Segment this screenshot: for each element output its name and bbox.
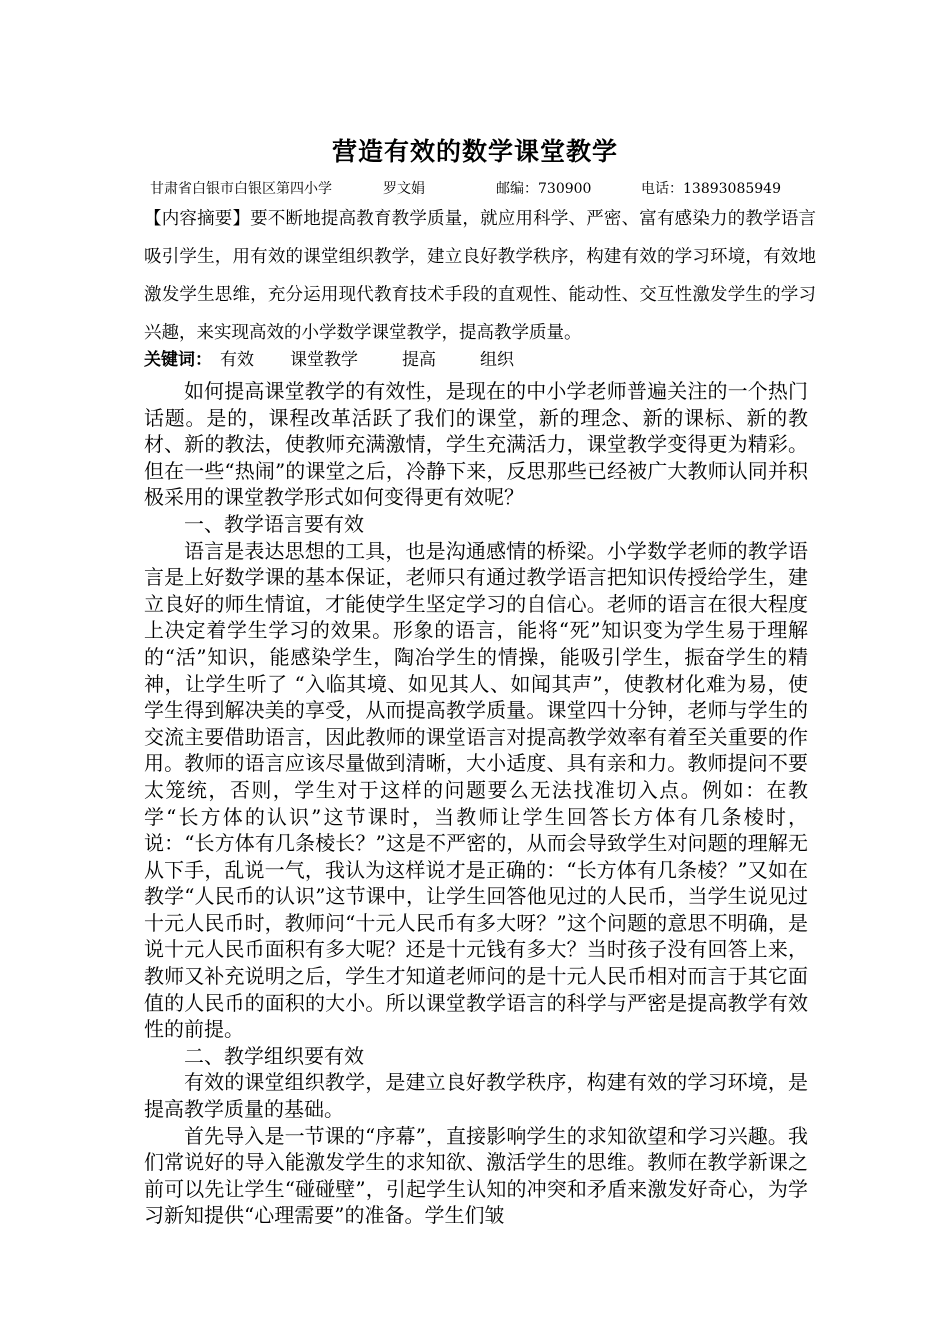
keyword-item: 组织	[480, 350, 514, 370]
body-paragraph: 有效的课堂组织教学，是建立良好教学秩序，构建有效的学习环境，是提高教学质量的基础。	[144, 1070, 808, 1122]
body-paragraph: 语言是表达思想的工具，也是沟通感情的桥梁。小学数学老师的教学语言是上好数学课的基本保证，老师只有通过教学语言把知识传授给学生，建立良好的师生情谊，才能使学生坚定学习的自信心。老师的语言在很大程度上决定着学生学习的效果。形象的语言，能将“死”知识变为学生易于理解的“活”知识，能感染学生，陶冶学生的情操，能吸引学生，振奋学生的精神，让学生听了 “入临其境、如见其人、如闻其声”，使教材化难为易，使学生得到解决美的享受，从而提高教学质量。课堂四十分钟，老师与学生的交流主要借助语言，因此教师的课堂语言对提高教学效率有着至关重要的作用。教师的语言应该尽量做到清晰，大小适度、具有亲和力。教师提问不要太笼统，否则，学生对于这样的问题要么无法找准切入点。例如：在教学“长方体的认识”这节课时，当教师让学生回答长方体有几条棱时，说：“长方体有几条棱长？”这是不严密的，从而会导致学生对问题的理解无从下手，乱说一气，我认为这样说才是正确的：“长方体有几条棱？”又如在教学“人民币的认识”这节课中，让学生回答他见过的人民币，当学生说见过十元人民币时，教师问“十元人民币有多大呀？”这个问题的意思不明确，是说十元人民币面积有多大呢？还是十元钱有多大？当时孩子没有回答上来，教师又补充说明之后，学生才知道老师问的是十元人民币相对而言于其它面值的人民币的面积的大小。所以课堂教学语言的科学与严密是提高教学有效性的前提。	[144, 538, 808, 1042]
author-name: 罗文娟	[383, 181, 425, 197]
keywords-label: 关键词：	[144, 350, 212, 370]
keyword-item: 课堂教学	[290, 350, 358, 370]
body-text	[144, 378, 808, 1229]
keyword-item: 有效	[220, 350, 254, 370]
author-line	[150, 178, 850, 198]
section-heading: 一、教学语言要有效	[184, 511, 364, 536]
body-paragraph: 首先导入是一节课的“序幕”，直接影响学生的求知欲望和学习兴趣。我们常说好的导入能激发学生的求知欲、激活学生的思维。教师在教学新课之前可以先让学生“碰碰壁”，引起学生认知的冲突和矛盾来激发好奇心，为学习新知提供“心理需要”的准备。学生们皱	[144, 1123, 808, 1228]
author-postcode: 邮编：730900	[496, 181, 592, 197]
abstract	[144, 200, 816, 352]
intro-paragraph: 如何提高课堂教学的有效性，是现在的中小学老师普遍关注的一个热门话题。是的，课程改革活跃了我们的课堂，新的理念、新的课标、新的教材、新的教法，使教师充满激情，学生充满活力，课堂教学变得更为精彩。但在一些“热闹”的课堂之后，冷静下来，反思那些已经被广大教师认同并积极采用的课堂教学形式如何变得更有效呢？	[144, 379, 808, 510]
keyword-item: 提高	[402, 350, 436, 370]
author-school: 甘肃省白银市白银区第四小学	[150, 181, 332, 197]
abstract-label: 【内容摘要】	[144, 209, 251, 229]
document-title: 营造有效的数学课堂教学	[331, 137, 618, 166]
section-heading: 二、教学组织要有效	[184, 1043, 364, 1068]
keywords	[144, 345, 816, 371]
author-phone: 电话：13893085949	[641, 181, 781, 197]
abstract-text: 要不断地提高教育教学质量，就应用科学、严密、富有感染力的教学语言吸引学生，用有效的课堂组织教学，建立良好教学秩序，构建有效的学习环境，有效地激发学生思维，充分运用现代教育技术手段的直观性、能动性、交互性激发学生的学习兴趣，来实现高效的小学数学课堂教学，提高教学质量。	[144, 209, 817, 343]
